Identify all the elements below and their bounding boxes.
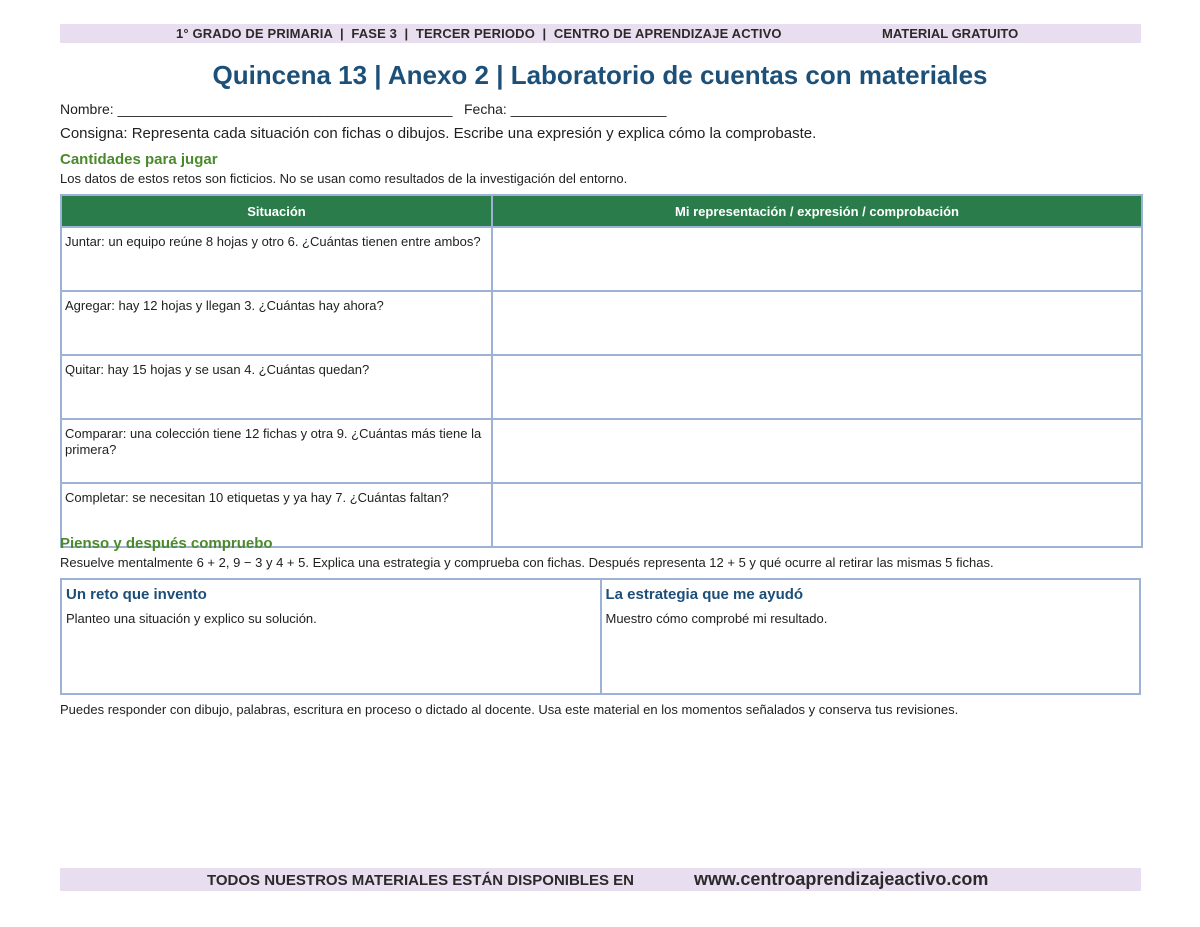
header-free-material: MATERIAL GRATUITO bbox=[882, 26, 1019, 41]
reflection-boxes bbox=[60, 578, 1141, 695]
header-situation: Situación bbox=[61, 195, 492, 227]
box-strategy-title: La estrategia que me ayudó bbox=[605, 586, 804, 603]
section-title-quantities: Cantidades para jugar bbox=[60, 151, 218, 168]
table-header-row bbox=[61, 195, 1142, 227]
table-row bbox=[61, 419, 1142, 483]
situation-cell: Agregar: hay 12 hojas y llegan 3. ¿Cuántas hay ahora? bbox=[61, 291, 492, 355]
box-challenge[interactable] bbox=[62, 580, 600, 693]
situations-table bbox=[60, 194, 1143, 548]
instructions: Consigna: Representa cada situación con fichas o dibujos. Escribe una expresión y explica cómo la comprobaste. bbox=[60, 125, 817, 142]
situation-cell: Completar: se necesitan 10 etiquetas y ya hay 7. ¿Cuántas faltan? bbox=[61, 483, 492, 547]
situation-cell: Quitar: hay 15 hojas y se usan 4. ¿Cuántas quedan? bbox=[61, 355, 492, 419]
answer-cell[interactable] bbox=[492, 355, 1142, 419]
table-row bbox=[61, 227, 1142, 291]
table-row bbox=[61, 291, 1142, 355]
header-band bbox=[60, 24, 1141, 43]
name-date-row bbox=[60, 101, 667, 117]
header-representation: Mi representación / expresión / comprobación bbox=[492, 195, 1142, 227]
situation-cell: Juntar: un equipo reúne 8 hojas y otro 6. ¿Cuántas tienen entre ambos? bbox=[61, 227, 492, 291]
answer-cell[interactable] bbox=[492, 291, 1142, 355]
section-title-think: Pienso y después compruebo bbox=[60, 535, 273, 552]
situation-cell: Comparar: una colección tiene 12 fichas y otra 9. ¿Cuántas más tiene la primera? bbox=[61, 419, 492, 483]
answer-cell[interactable] bbox=[492, 419, 1142, 483]
page-title: Quincena 13 | Anexo 2 | Laboratorio de cuentas con materiales bbox=[212, 60, 988, 90]
answer-cell[interactable] bbox=[492, 227, 1142, 291]
box-strategy[interactable] bbox=[600, 580, 1140, 693]
footer-availability: TODOS NUESTROS MATERIALES ESTÁN DISPONIBLES EN bbox=[207, 872, 634, 889]
box-challenge-text: Planteo una situación y explico su solución. bbox=[66, 611, 317, 626]
name-field[interactable]: Nombre: ___________________________________________ bbox=[60, 101, 453, 117]
footer-band bbox=[60, 868, 1141, 891]
header-grade-info: 1° GRADO DE PRIMARIA | FASE 3 | TERCER PERIODO | CENTRO DE APRENDIZAJE ACTIVO bbox=[176, 26, 782, 41]
footer-note: Puedes responder con dibujo, palabras, escritura en proceso o dictado al docente. Usa este material en los momentos señalados y conserva tus revisiones. bbox=[60, 702, 959, 717]
answer-cell[interactable] bbox=[492, 483, 1142, 547]
box-strategy-text: Muestro cómo comprobé mi resultado. bbox=[605, 611, 828, 626]
section-instruction: Resuelve mentalmente 6 + 2, 9 − 3 y 4 + 5. Explica una estrategia y comprueba con fichas. Después representa 12 + 5 y qué ocurre al retirar las mismas 5 fichas. bbox=[60, 555, 994, 570]
date-field[interactable]: Fecha: ____________________ bbox=[464, 101, 667, 117]
table-row bbox=[61, 355, 1142, 419]
footer-website-link[interactable]: www.centroaprendizajeactivo.com bbox=[694, 869, 989, 889]
box-challenge-title: Un reto que invento bbox=[66, 586, 207, 603]
section-note: Los datos de estos retos son ficticios. No se usan como resultados de la investigación del entorno. bbox=[60, 171, 628, 186]
